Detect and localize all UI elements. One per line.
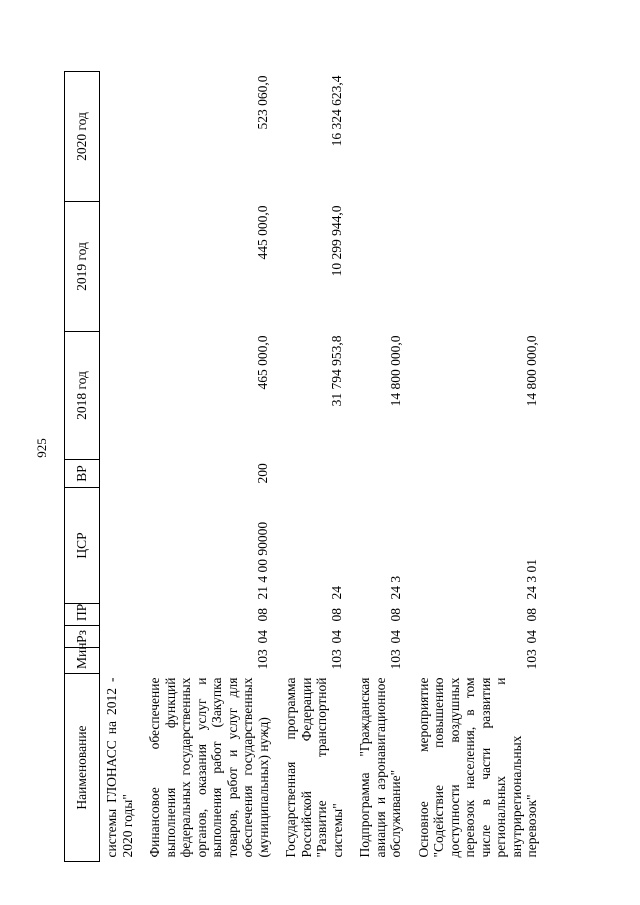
row-2019 xyxy=(347,202,406,332)
row-csr: 21 4 00 90000 xyxy=(255,521,271,600)
row-2019: 445 000,0 xyxy=(255,205,271,260)
row-rz: 04 xyxy=(387,630,403,644)
row-2020: 16 324 623,4 xyxy=(329,75,345,147)
row-csr: 24 3 xyxy=(387,575,403,600)
row-min: 103 xyxy=(329,649,345,670)
table-row xyxy=(347,72,406,862)
budget-table xyxy=(64,71,542,862)
row-2018: 14 800 000,0 xyxy=(523,335,539,407)
header-pr: ПР xyxy=(65,604,100,626)
row-2020: 523 060,0 xyxy=(255,75,271,130)
row-name: Финансовое обеспечение выполнения функций федеральных государственных органов, оказания услуг и выполнения работ (Закупка товаров, работ и услуг для обеспечения государственных (муниципальных) нужд) xyxy=(147,677,271,858)
row-rz: 04 xyxy=(523,630,539,644)
page-number: 925 xyxy=(33,438,49,458)
header-min: Мин xyxy=(65,648,100,674)
row-pr xyxy=(100,604,138,626)
row-min xyxy=(100,648,138,674)
row-2020 xyxy=(406,72,542,202)
row-min: 103 xyxy=(523,649,539,670)
row-pr: 08 xyxy=(329,608,345,622)
header-2020: 2020 год xyxy=(65,72,100,202)
header-2019: 2019 год xyxy=(65,202,100,332)
row-rz: 04 xyxy=(329,630,345,644)
header-rz: Рз xyxy=(65,626,100,648)
row-2018: 31 794 953,8 xyxy=(329,335,345,407)
row-2019 xyxy=(100,202,138,332)
row-rz: 04 xyxy=(255,630,271,644)
header-row xyxy=(65,72,100,862)
table-row xyxy=(406,72,542,862)
row-name: Основное мероприятие "Содействие повышению доступности воздушных перевозок населения, в том числе в части развития региональных и внутрирегиональных перевозок" xyxy=(415,677,540,858)
row-pr: 08 xyxy=(387,608,403,622)
row-vr xyxy=(273,460,347,488)
row-name: системы ГЛОНАСС на 2012 - 2020 годы" xyxy=(104,677,135,858)
table-row xyxy=(273,72,347,862)
row-pr: 08 xyxy=(523,608,539,622)
header-csr: ЦСР xyxy=(65,488,100,604)
row-vr xyxy=(406,460,542,488)
table-row xyxy=(100,72,138,862)
header-2018: 2018 год xyxy=(65,332,100,460)
row-min: 103 xyxy=(387,649,403,670)
row-csr xyxy=(100,488,138,604)
row-min: 103 xyxy=(255,649,271,670)
row-vr xyxy=(347,460,406,488)
header-name: Наименование xyxy=(65,674,100,862)
row-name: Подпрограмма "Гражданская авиация и аэронавигационное обслуживание" xyxy=(357,677,404,858)
row-rz xyxy=(100,626,138,648)
row-2020 xyxy=(100,72,138,202)
row-name: Государственная программа Российской Федерации "Развитие транспортной системы" xyxy=(283,677,345,858)
row-2019 xyxy=(406,202,542,332)
header-vr: ВР xyxy=(65,460,100,488)
row-csr: 24 3 01 xyxy=(523,559,539,600)
row-vr xyxy=(100,460,138,488)
row-csr: 24 xyxy=(329,586,345,600)
row-pr: 08 xyxy=(255,608,271,622)
rotated-table-wrapper xyxy=(64,62,624,862)
row-2018: 465 000,0 xyxy=(255,335,271,390)
row-2018 xyxy=(100,332,138,460)
row-2020 xyxy=(347,72,406,202)
table-row xyxy=(137,72,273,862)
row-2018: 14 800 000,0 xyxy=(387,335,403,407)
row-2019: 10 299 944,0 xyxy=(329,205,345,277)
row-vr: 200 xyxy=(255,463,271,484)
